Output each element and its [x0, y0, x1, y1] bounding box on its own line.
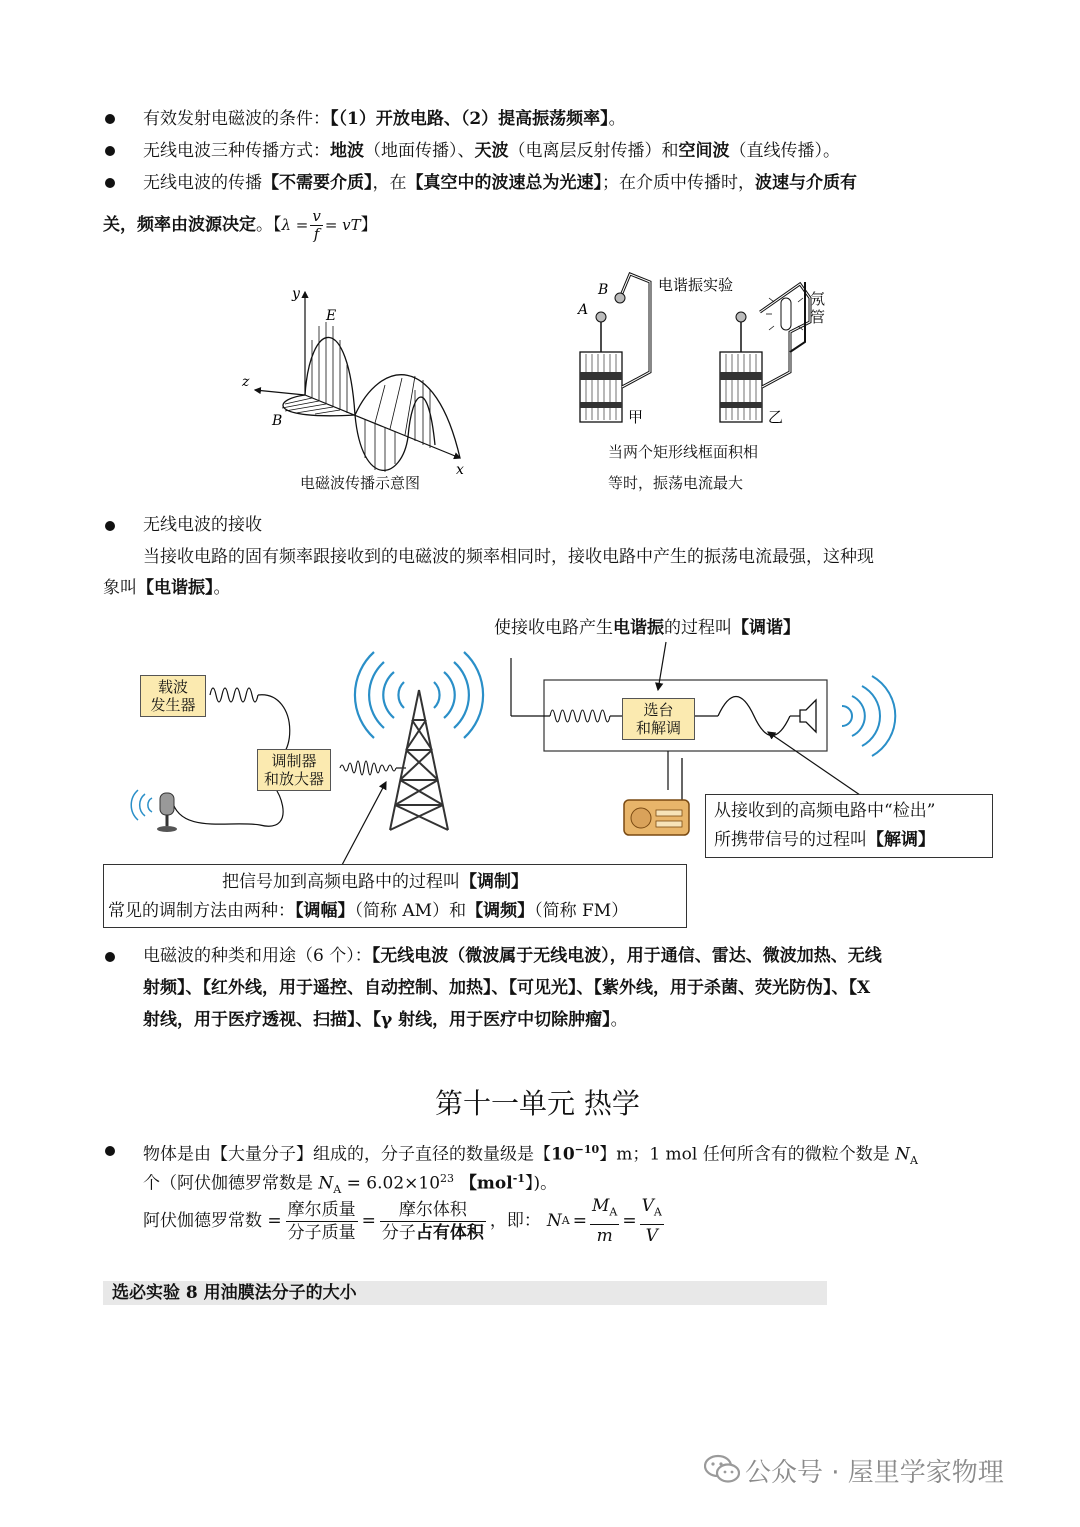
spectrum-line-3	[143, 1009, 628, 1031]
modulation-callout	[103, 864, 687, 928]
text: A	[910, 1154, 918, 1168]
bullet-dot	[105, 1146, 115, 1156]
text-bold: 【真空中的波速总为光速】	[406, 173, 602, 193]
text: A	[609, 1205, 618, 1219]
formula-den: f	[313, 224, 320, 243]
carrier-generator-box: 载波 发生器	[140, 675, 206, 717]
text-bold: 【调制】	[460, 872, 528, 892]
fraction-volume	[380, 1199, 486, 1244]
text: 无线电波的传播	[143, 173, 262, 193]
text: 所携带信号的过程叫	[714, 830, 867, 850]
text-bold: 【调幅】	[295, 901, 355, 921]
label-b: B	[598, 282, 609, 298]
text: A	[653, 1205, 662, 1219]
text-bold: 射线，用于医疗透视、扫描】、【γ 射线，用于医疗中切除肿瘤】	[143, 1010, 611, 1030]
resonance-caption-2: 等时，振荡电流最大	[608, 474, 744, 492]
text-bold: 10	[551, 1144, 575, 1165]
demod-line-2	[714, 829, 935, 851]
formula-num: 摩尔体积	[380, 1199, 486, 1222]
text-bold: 【调频】	[466, 901, 535, 921]
experiment-title: 选必实验 8 用油膜法分子的大小	[112, 1283, 357, 1303]
text-bold: 【不需要介质】	[262, 173, 373, 193]
formula-lambda: λ =	[281, 216, 309, 234]
neon-tube-label: 氖管	[810, 290, 826, 326]
bullet-propagation-medium	[143, 172, 857, 194]
label-yi: 乙	[768, 408, 784, 426]
text: 。	[213, 578, 231, 598]
text: 使接收电路产生	[494, 618, 613, 638]
text: =	[361, 1211, 376, 1231]
fraction-mass	[286, 1199, 358, 1244]
section-title: 第十一单元 热学	[435, 1087, 640, 1120]
tuning-label	[494, 617, 800, 639]
text: ，在	[372, 173, 407, 193]
text: V	[641, 1196, 654, 1217]
bullet-dot	[105, 146, 115, 156]
avogadro-formula	[143, 1196, 664, 1246]
text: 。	[610, 1010, 628, 1030]
text-bold: 【电谐振】	[137, 578, 214, 598]
bullet-propagation-medium-cont	[103, 205, 378, 245]
formula-den: V	[645, 1225, 658, 1246]
formula-den: 分子质量	[287, 1222, 356, 1243]
mod-line-1	[222, 871, 528, 893]
text: 23	[440, 1172, 455, 1185]
axis-label-x: x	[456, 462, 464, 478]
receive-paragraph-1: 当接收电路的固有频率跟接收到的电磁波的频率相同时，接收电路中产生的振荡电流最强，这种现	[143, 547, 874, 567]
text: 。	[608, 109, 626, 129]
text-bold: 【调谐】	[732, 618, 800, 638]
formula-num	[640, 1195, 664, 1224]
text-bold: 波速与介质有	[755, 173, 857, 193]
text: 。【	[256, 215, 282, 235]
formula-fraction	[310, 208, 322, 243]
text-bold: 空间波	[678, 141, 730, 161]
resonance-experiment-diagram	[560, 262, 860, 442]
formula-num: v	[312, 206, 321, 225]
text-bold: -1	[512, 1172, 525, 1185]
text: 象叫	[103, 578, 137, 598]
text-bold: 地波	[330, 141, 364, 161]
text: A	[333, 1183, 342, 1197]
text: M	[591, 1196, 610, 1217]
resonance-caption-1: 当两个矩形线框面积相	[608, 443, 759, 461]
text: 常见的调制方法由两种：	[108, 901, 295, 921]
text: 个（阿伏伽德罗常数是	[143, 1173, 319, 1194]
axis-label-y: y	[292, 286, 300, 302]
text-bold: 【解调】	[867, 830, 935, 850]
text: （直线传播）。	[729, 141, 840, 161]
text: 的过程叫	[664, 618, 732, 638]
text-bold: 占有体积	[415, 1222, 484, 1243]
em-wave-diagram	[230, 280, 490, 495]
formula-den: m	[596, 1225, 613, 1246]
bullet-dot	[105, 952, 115, 962]
text: （电离层反射传播）和	[508, 141, 679, 161]
spectrum-line-1	[143, 945, 882, 967]
bullet-dot	[105, 521, 115, 531]
text: ；在介质中传播时，	[602, 173, 755, 193]
fraction-m	[590, 1195, 619, 1246]
label-jia: 甲	[628, 408, 644, 426]
modulator-amplifier-box: 调制器 和放大器	[257, 749, 331, 791]
text: （简称 AM）和	[354, 901, 467, 921]
em-wave-caption: 电磁波传播示意图	[300, 474, 421, 492]
text: 把信号加到高频电路中的过程叫	[222, 872, 460, 892]
text: N	[895, 1144, 911, 1165]
text: 】)。	[524, 1173, 558, 1194]
text-bold: 【无线电波（微波属于无线电波），用于通信、雷达、微波加热、无线	[371, 946, 882, 966]
bullet-dot	[105, 178, 115, 188]
text: 】	[360, 215, 378, 235]
bullet-dot	[105, 114, 115, 124]
text: N	[318, 1173, 334, 1194]
text: A	[561, 1214, 570, 1227]
axis-label-z: z	[242, 374, 250, 390]
label-a: A	[578, 302, 589, 318]
bullet-emission-conditions	[143, 108, 626, 130]
text-bold: 【mol	[454, 1173, 513, 1194]
tuner-demodulator-box: 选台 和解调	[622, 698, 695, 740]
text: 有效发射电磁波的条件：	[143, 109, 330, 129]
text: 分子	[381, 1222, 416, 1243]
text: N	[546, 1211, 562, 1231]
wechat-icon	[704, 1454, 740, 1484]
text-bold: 天波	[474, 141, 509, 161]
text-bold: 关，频率由波源决定	[103, 215, 256, 235]
text: 阿伏伽德罗常数 =	[143, 1211, 282, 1231]
text: ，即：	[489, 1211, 541, 1231]
watermark-text: 公众号 · 屋里学家物理	[745, 1458, 1004, 1488]
fraction-v	[640, 1195, 664, 1246]
text-bold: 电谐振	[613, 618, 664, 638]
formula-num	[590, 1195, 619, 1224]
demod-line-1: 从接收到的高频电路中“检出”	[714, 801, 936, 821]
bullet-propagation-modes	[143, 140, 840, 162]
mod-line-2	[108, 900, 628, 922]
spectrum-line-2: 射频】、【红外线，用于遥控、自动控制、加热】、【可见光】、【紫外线，用于杀菌、荧光防伪】、【X	[143, 978, 871, 998]
resonance-title: 电谐振实验	[658, 276, 734, 294]
demodulation-callout	[705, 794, 993, 858]
text: （地面传播）、	[364, 141, 475, 161]
text-bold: −10	[574, 1143, 600, 1156]
text: 】m；1 mol 任何所含有的微粒个数是	[599, 1144, 896, 1165]
label-e-field: E	[326, 308, 337, 324]
text: =	[622, 1211, 637, 1231]
label-b-field: B	[272, 413, 283, 429]
text: 电磁波的种类和用途（6 个）：	[143, 946, 372, 966]
text: 物体是由【大量分子】组成的，分子直径的数量级是【	[143, 1144, 551, 1165]
text: = 6.02×10	[341, 1173, 441, 1194]
text-bold: 【（1）开放电路、（2）提高振荡频率】	[330, 109, 609, 129]
formula-den	[380, 1222, 486, 1244]
text: （简称 FM）	[534, 901, 629, 921]
text: 无线电波三种传播方式：	[143, 141, 330, 161]
formula-num: 摩尔质量	[287, 1199, 356, 1220]
receive-paragraph-2	[103, 577, 231, 599]
receive-title: 无线电波的接收	[143, 515, 262, 535]
text: =	[572, 1211, 587, 1231]
formula-vt: = vT	[324, 216, 361, 234]
